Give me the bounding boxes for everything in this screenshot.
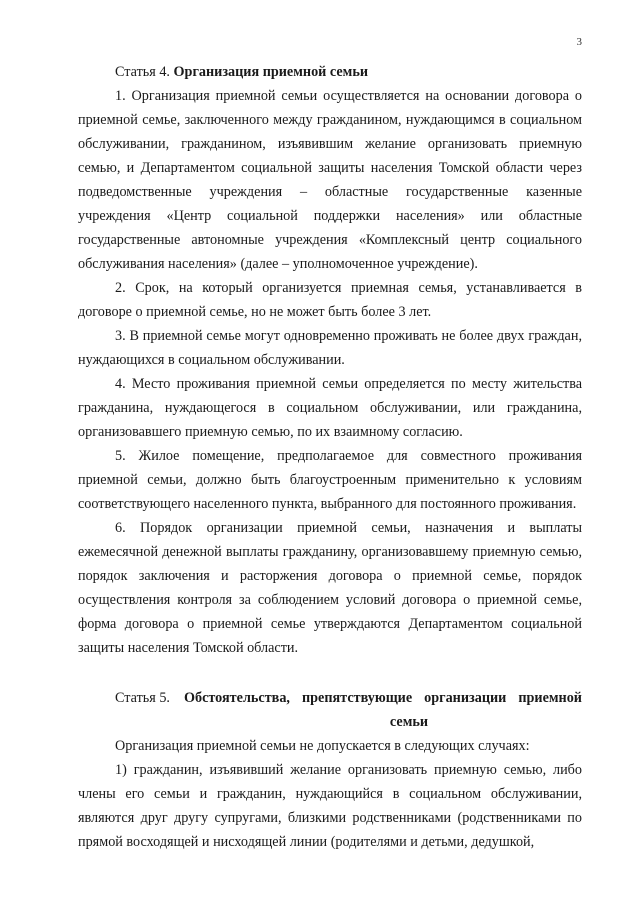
- article-4-paragraph-4: 4. Место проживания приемной семьи определяется по месту жительства гражданина, нуждающегося в социальном обслуживании, или гражданина, организовавшего приемную семью, по их взаимному согласию.: [78, 376, 582, 440]
- article-4-paragraph-3: 3. В приемной семье могут одновременно проживать не более двух граждан, нуждающихся в социальном обслуживании.: [78, 328, 582, 368]
- article-4-paragraph-1: 1. Организация приемной семьи осуществляется на основании договора о приемной семье, заключенного между гражданином, нуждающимся в социальном обслуживании, гражданином, изъявившим желание организовать приемную семью, и Департаментом социальной защиты населения Томской области через подведомственные учреждения – областные государственные казенные учреждения «Центр социальной поддержки населения» или областные государственные автономные учреждения «Комплексный центр социального обслуживания населения» (далее – уполномоченное учреждение).: [78, 88, 582, 272]
- article-5-intro: Организация приемной семьи не допускается в следующих случаях:: [115, 738, 530, 754]
- article-4-title: Организация приемной семьи: [173, 64, 368, 80]
- article-5-item-1: 1) гражданин, изъявивший желание организовать приемную семью, либо члены его семьи и гражданин, нуждающийся в социальном обслуживании, являются друг другу супругами, близкими родственниками (родственниками по прямой восходящей и нисходящей линии (родителями и детьми, дедушкой,: [78, 762, 582, 850]
- article-4-paragraph-5: 5. Жилое помещение, предполагаемое для совместного проживания приемной семьи, должно быть благоустроенным применительно к условиям соответствующего населенного пункта, выбранного для постоянного проживания.: [78, 448, 582, 512]
- article-4-paragraph-2: 2. Срок, на который организуется приемная семья, устанавливается в договоре о приемной семье, но не может быть более 3 лет.: [78, 280, 582, 320]
- article-5-title-line-1: Обстоятельства, препятствующие организации приемной: [183, 690, 582, 706]
- article-5-label: Статья 5.: [115, 690, 170, 706]
- article-5-title-line-2: семьи: [389, 714, 429, 730]
- article-5-title: [184, 686, 582, 734]
- article-4-heading: [78, 60, 582, 84]
- article-5-heading: [78, 686, 582, 734]
- page-number: 3: [576, 36, 582, 48]
- article-4-label: Статья 4.: [115, 64, 170, 80]
- article-4-paragraph-6: 6. Порядок организации приемной семьи, назначения и выплаты ежемесячной денежной выплаты гражданину, организовавшему приемную семью, порядок заключения и расторжения договора о приемной семье, порядок осуществления контроля за соблюдением условий договора о приемной семье, форма договора о приемной семье утверждаются Департаментом социальной защиты населения Томской области.: [78, 520, 582, 656]
